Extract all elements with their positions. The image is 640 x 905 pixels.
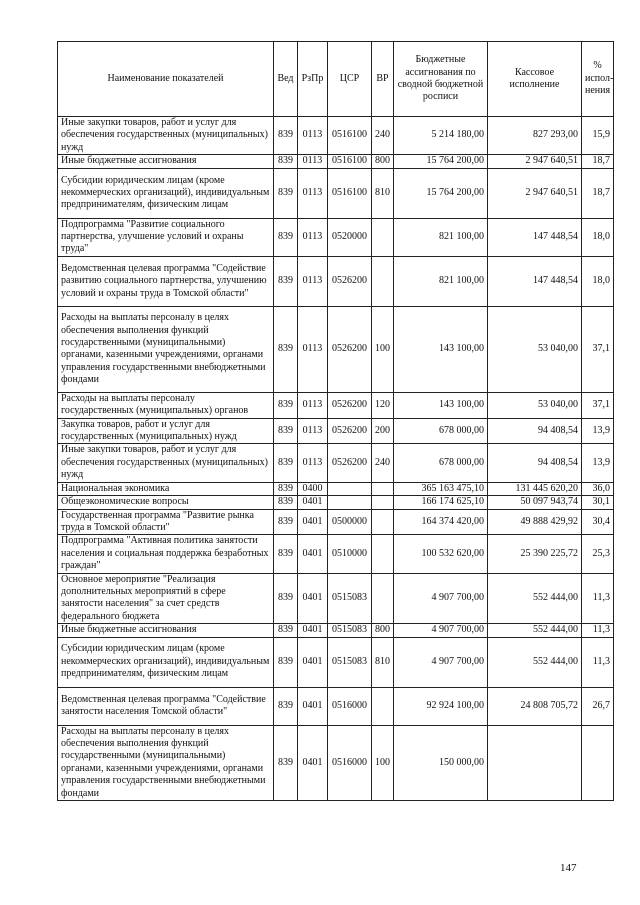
cell-rzpr: 0400 [298,482,328,495]
cell-percent: 11,3 [582,624,614,637]
cell-csr: 0526200 [328,256,372,306]
cell-rzpr: 0113 [298,117,328,155]
cell-rzpr: 0113 [298,256,328,306]
cell-budget: 92 924 100,00 [394,687,488,725]
table-row [58,117,614,155]
cell-vr: 810 [372,168,394,218]
cell-vr: 100 [372,725,394,800]
cell-cash [488,725,582,800]
cell-ved: 839 [274,725,298,800]
cell-cash: 147 448,54 [488,256,582,306]
cell-csr [328,482,372,495]
cell-percent: 18,7 [582,168,614,218]
cell-budget: 4 907 700,00 [394,573,488,624]
cell-cash: 552 444,00 [488,573,582,624]
cell-name: Ведомственная целевая программа "Содействие развитию социального партнерства, улучшению условий и охраны труда в Томской области" [58,256,274,306]
cell-budget: 143 100,00 [394,392,488,418]
cell-cash: 24 808 705,72 [488,687,582,725]
cell-name: Иные закупки товаров, работ и услуг для обеспечения государственных (муниципальных) нужд [58,117,274,155]
header-cash: Кассовое исполнение [488,42,582,117]
cell-budget: 15 764 200,00 [394,155,488,168]
cell-ved: 839 [274,444,298,482]
cell-ved: 839 [274,418,298,444]
table-row [58,573,614,624]
cell-budget: 15 764 200,00 [394,168,488,218]
cell-rzpr: 0113 [298,218,328,256]
cell-csr: 0515083 [328,637,372,687]
cell-csr: 0516000 [328,725,372,800]
cell-ved: 839 [274,573,298,624]
cell-cash: 53 040,00 [488,306,582,392]
cell-name: Расходы на выплаты персоналу государственных (муниципальных) органов [58,392,274,418]
header-csr: ЦСР [328,42,372,117]
table-row [58,482,614,495]
cell-percent: 18,0 [582,256,614,306]
cell-percent: 26,7 [582,687,614,725]
cell-vr: 800 [372,155,394,168]
cell-csr: 0516000 [328,687,372,725]
table-row [58,535,614,573]
page-number: 147 [560,862,577,874]
header-rzpr: РзПр [298,42,328,117]
header-percent: % испол-нения [582,42,614,117]
cell-vr [372,218,394,256]
cell-ved: 839 [274,117,298,155]
cell-vr: 200 [372,418,394,444]
cell-budget: 164 374 420,00 [394,509,488,535]
cell-percent: 37,1 [582,306,614,392]
cell-budget: 821 100,00 [394,256,488,306]
cell-csr: 0526200 [328,444,372,482]
cell-vr: 120 [372,392,394,418]
table-row [58,155,614,168]
table-row [58,624,614,637]
cell-percent [582,725,614,800]
cell-budget: 5 214 180,00 [394,117,488,155]
cell-vr [372,482,394,495]
cell-budget: 4 907 700,00 [394,624,488,637]
cell-budget: 678 000,00 [394,418,488,444]
cell-percent: 11,3 [582,637,614,687]
cell-vr: 810 [372,637,394,687]
cell-name: Субсидии юридическим лицам (кроме некоммерческих организаций), индивидуальным предпринимателям, физическим лицам [58,168,274,218]
table-row [58,444,614,482]
table-row [58,496,614,509]
table-row [58,218,614,256]
cell-budget: 4 907 700,00 [394,637,488,687]
table-row [58,687,614,725]
cell-csr: 0516100 [328,117,372,155]
cell-ved: 839 [274,496,298,509]
cell-vr [372,573,394,624]
cell-name: Государственная программа "Развитие рынка труда в Томской области" [58,509,274,535]
cell-csr: 0516100 [328,155,372,168]
cell-rzpr: 0401 [298,573,328,624]
cell-percent: 18,0 [582,218,614,256]
cell-ved: 839 [274,482,298,495]
cell-name: Общеэкономические вопросы [58,496,274,509]
cell-ved: 839 [274,218,298,256]
cell-budget: 100 532 620,00 [394,535,488,573]
cell-name: Расходы на выплаты персоналу в целях обеспечения выполнения функций государственными (муниципальными) органами, казенными учреждениями, органами управления государственными внебюджетными фондами [58,306,274,392]
cell-rzpr: 0113 [298,155,328,168]
cell-vr: 100 [372,306,394,392]
cell-name: Иные бюджетные ассигнования [58,155,274,168]
cell-csr: 0500000 [328,509,372,535]
cell-vr [372,687,394,725]
header-budget: Бюджетные ассигнования по сводной бюджетной росписи [394,42,488,117]
cell-name: Национальная экономика [58,482,274,495]
cell-rzpr: 0113 [298,418,328,444]
cell-ved: 839 [274,509,298,535]
cell-rzpr: 0401 [298,725,328,800]
cell-csr: 0526200 [328,418,372,444]
cell-cash: 131 445 620,20 [488,482,582,495]
cell-rzpr: 0113 [298,444,328,482]
cell-name: Субсидии юридическим лицам (кроме некоммерческих организаций), индивидуальным предпринимателям, физическим лицам [58,637,274,687]
cell-percent: 30,4 [582,509,614,535]
cell-budget: 166 174 625,10 [394,496,488,509]
cell-cash: 50 097 943,74 [488,496,582,509]
cell-cash: 53 040,00 [488,392,582,418]
cell-rzpr: 0401 [298,496,328,509]
header-vr: ВР [372,42,394,117]
table-row [58,418,614,444]
cell-cash: 25 390 225,72 [488,535,582,573]
cell-percent: 36,0 [582,482,614,495]
cell-cash: 2 947 640,51 [488,155,582,168]
cell-name: Расходы на выплаты персоналу в целях обеспечения выполнения функций государственными (муниципальными) органами, казенными учреждениями, органами управления государственными внебюджетными фондами [58,725,274,800]
cell-ved: 839 [274,637,298,687]
cell-name: Закупка товаров, работ и услуг для государственных (муниципальных) нужд [58,418,274,444]
cell-rzpr: 0113 [298,168,328,218]
cell-vr: 240 [372,117,394,155]
cell-vr [372,509,394,535]
cell-csr: 0526200 [328,306,372,392]
table-row [58,306,614,392]
cell-cash: 49 888 429,92 [488,509,582,535]
cell-rzpr: 0401 [298,509,328,535]
cell-csr: 0520000 [328,218,372,256]
cell-budget: 143 100,00 [394,306,488,392]
cell-percent: 13,9 [582,418,614,444]
cell-ved: 839 [274,535,298,573]
cell-vr: 240 [372,444,394,482]
table-row [58,256,614,306]
cell-rzpr: 0113 [298,392,328,418]
table-row [58,725,614,800]
cell-ved: 839 [274,155,298,168]
cell-percent: 11,3 [582,573,614,624]
cell-rzpr: 0401 [298,624,328,637]
cell-percent: 37,1 [582,392,614,418]
header-name: Наименование показателей [58,42,274,117]
cell-ved: 839 [274,306,298,392]
cell-name: Иные закупки товаров, работ и услуг для обеспечения государственных (муниципальных) нужд [58,444,274,482]
cell-percent: 13,9 [582,444,614,482]
cell-budget: 150 000,00 [394,725,488,800]
table-row [58,637,614,687]
cell-name: Подпрограмма "Активная политика занятости населения и социальная поддержка безработных граждан" [58,535,274,573]
cell-csr: 0515083 [328,573,372,624]
cell-csr: 0515083 [328,624,372,637]
cell-vr [372,496,394,509]
cell-rzpr: 0113 [298,306,328,392]
cell-cash: 94 408,54 [488,418,582,444]
table-header-row [58,42,614,117]
cell-budget: 678 000,00 [394,444,488,482]
cell-ved: 839 [274,624,298,637]
cell-name: Основное мероприятие "Реализация дополнительных мероприятий в сфере занятости населения" за счет средств федерального бюджета [58,573,274,624]
cell-percent: 30,1 [582,496,614,509]
cell-rzpr: 0401 [298,687,328,725]
cell-budget: 365 163 475,10 [394,482,488,495]
cell-ved: 839 [274,256,298,306]
cell-percent: 25,3 [582,535,614,573]
cell-cash: 827 293,00 [488,117,582,155]
table-row [58,509,614,535]
cell-csr: 0510000 [328,535,372,573]
table-row [58,168,614,218]
cell-vr [372,256,394,306]
budget-table [57,41,614,801]
cell-ved: 839 [274,687,298,725]
cell-cash: 2 947 640,51 [488,168,582,218]
cell-name: Иные бюджетные ассигнования [58,624,274,637]
cell-percent: 18,7 [582,155,614,168]
cell-name: Подпрограмма "Развитие социального партнерства, улучшение условий и охраны труда" [58,218,274,256]
cell-vr [372,535,394,573]
cell-name: Ведомственная целевая программа "Содействие занятости населения Томской области" [58,687,274,725]
cell-ved: 839 [274,168,298,218]
cell-percent: 15,9 [582,117,614,155]
cell-cash: 147 448,54 [488,218,582,256]
cell-cash: 94 408,54 [488,444,582,482]
cell-ved: 839 [274,392,298,418]
cell-budget: 821 100,00 [394,218,488,256]
header-ved: Вед [274,42,298,117]
cell-csr [328,496,372,509]
cell-cash: 552 444,00 [488,624,582,637]
cell-cash: 552 444,00 [488,637,582,687]
cell-csr: 0516100 [328,168,372,218]
cell-csr: 0526200 [328,392,372,418]
cell-rzpr: 0401 [298,535,328,573]
table-row [58,392,614,418]
cell-vr: 800 [372,624,394,637]
cell-rzpr: 0401 [298,637,328,687]
